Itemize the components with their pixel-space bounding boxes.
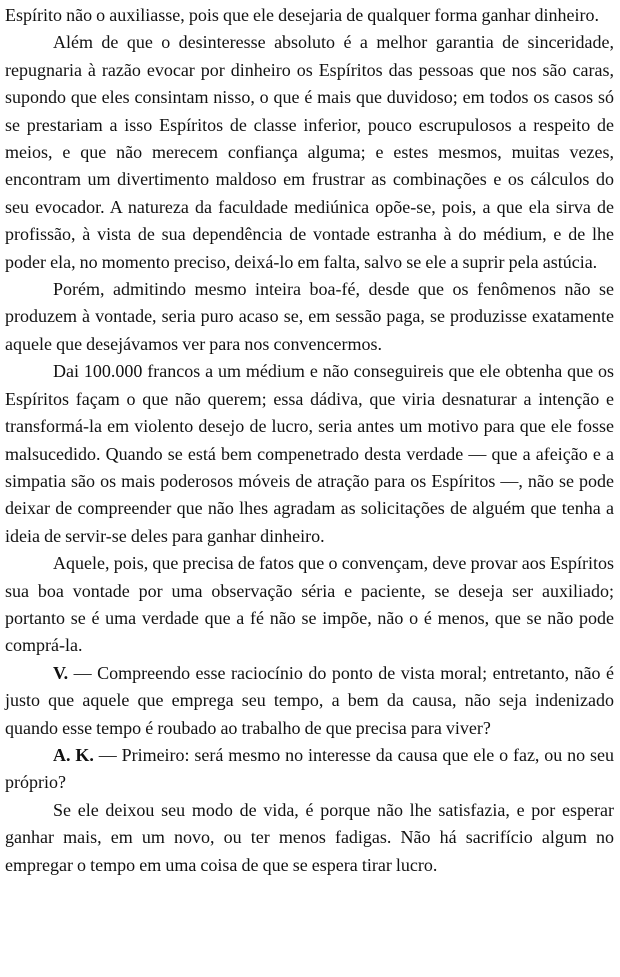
paragraph-2	[5, 29, 614, 276]
paragraph-text: Porém, admitindo mesmo inteira boa-fé, desde que os fenômenos não se produzem à vontade, seria puro acaso se, em sessão paga, se produzisse exatamente aquele que desejávamos ver para nos convencermos.	[5, 279, 614, 354]
paragraph-text: Espírito não o auxiliasse, pois que ele desejaria de qualquer forma ganhar dinheiro.	[5, 5, 599, 25]
paragraph-text: Dai 100.000 francos a um médium e não conseguireis que ele obtenha que os Espíritos façam o que não querem; essa dádiva, que viria desnaturar a intenção e transformá-la em violento desejo de lucro, seria antes um motivo para que ele fosse malsucedido. Quando se está bem compenetrado desta verdade — que a afeição e a simpatia são os mais poderosos móveis de atração para os Espíritos —, não se pode deixar de compreender que não lhes agradam as solicitações de alguém que tenha a ideia de servir-se deles para ganhar dinheiro.	[5, 361, 614, 546]
paragraph-text: — Compreendo esse raciocínio do ponto de vista moral; entretanto, não é justo que aquele que emprega seu tempo, a bem da causa, não seja indenizado quando esse tempo é roubado ao trabalho de que precisa para viver?	[5, 662, 614, 738]
paragraph-text: — Primeiro: será mesmo no interesse da causa que ele o faz, ou no seu próprio?	[5, 744, 614, 793]
paragraph-4	[5, 358, 614, 550]
speaker-label: A. K.	[53, 744, 94, 765]
paragraph-5	[5, 550, 614, 660]
paragraph-text: Se ele deixou seu modo de vida, é porque não lhe satisfazia, e por esperar ganhar mais, em um novo, ou ter menos fadigas. Não há sacrifício algum no empregar o tempo em uma coisa de que se espera tirar lucro.	[5, 799, 614, 875]
paragraph-3	[5, 276, 614, 358]
dialogue-ak	[5, 742, 614, 797]
paragraph-8	[5, 797, 614, 879]
speaker-label: V.	[53, 662, 69, 683]
paragraph-1	[5, 2, 614, 29]
paragraph-text: Aquele, pois, que precisa de fatos que o convençam, deve provar aos Espíritos sua boa vontade por uma observação séria e paciente, se deseja ser auxiliado; portanto se é uma verdade que a fé não se impõe, não o é menos, que se não pode comprá-la.	[5, 553, 614, 656]
paragraph-text: Além de que o desinteresse absoluto é a melhor garantia de sinceridade, repugnaria à razão evocar por dinheiro os Espíritos das pessoas que nos são caras, supondo que eles consintam nisso, o que é mais que duvidoso; em todos os casos só se prestariam a isso Espíritos de classe inferior, pouco escrupulosos a respeito de meios, e que não merecem confiança alguma; e estes mesmos, muitas vezes, encontram um divertimento maldoso em frustrar as combinações e os cálculos do seu evocador. A natureza da faculdade mediúnica opõe-se, pois, a que ela sirva de profissão, à vista de sua dependência de vontade estranha à do médium, e de lhe poder ela, no momento preciso, deixá-lo em falta, salvo se ele a suprir pela astúcia.	[5, 32, 614, 272]
dialogue-v	[5, 660, 614, 742]
